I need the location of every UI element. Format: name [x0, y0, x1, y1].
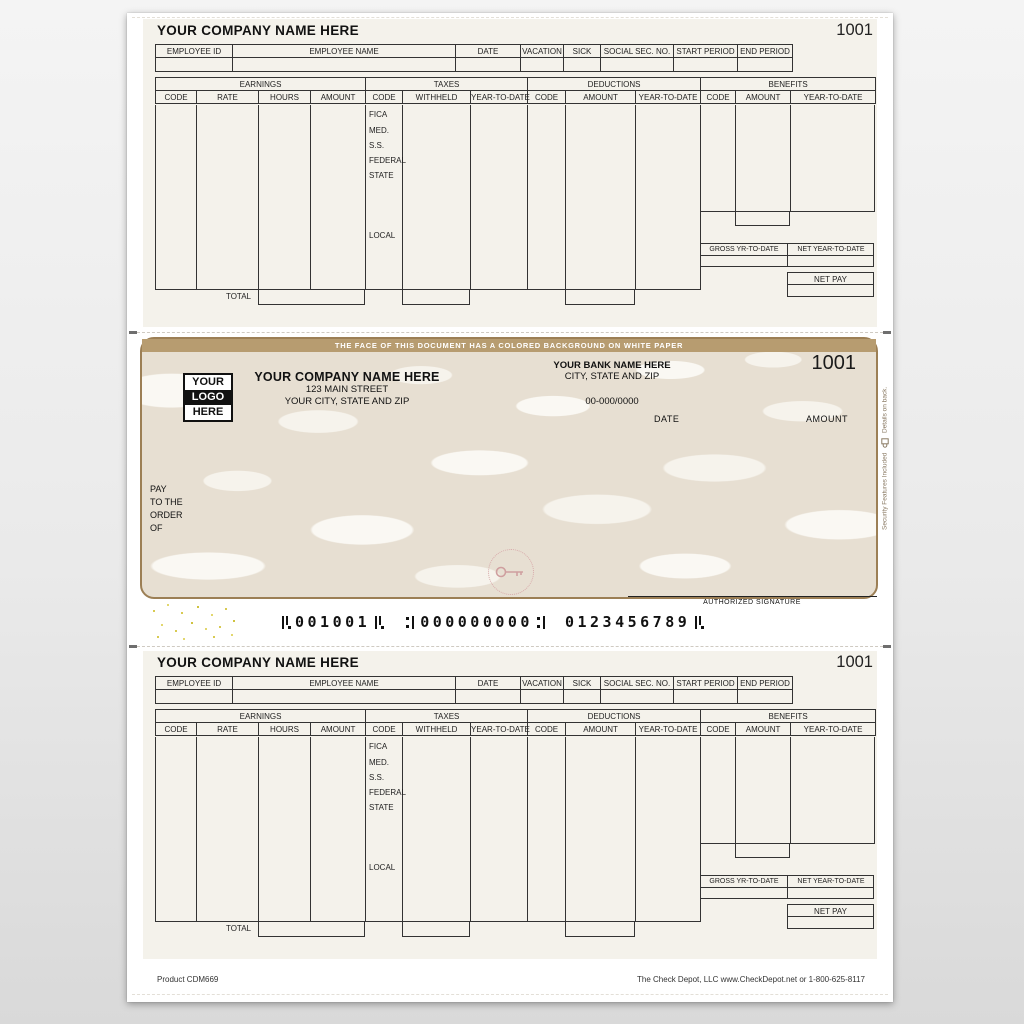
earnings-table-header: [155, 77, 876, 104]
section-header-row: [156, 78, 876, 91]
column-header-row: [156, 91, 876, 104]
col-code: CODE: [701, 723, 736, 736]
employee-info-table: [155, 44, 793, 72]
company-name: YOUR COMPANY NAME HERE: [254, 370, 440, 384]
header-sick: SICK: [564, 45, 601, 58]
section-taxes: TAXES: [366, 78, 528, 91]
tax-code-federal: FEDERAL: [369, 156, 406, 165]
grid-line: [402, 105, 403, 289]
ytd-summary-box: [700, 875, 874, 899]
section-earnings: EARNINGS: [156, 710, 366, 723]
check-face: [140, 337, 878, 606]
net-pay-box: [787, 272, 874, 297]
grid-line: [635, 105, 636, 289]
pay-to-line: PAY: [150, 484, 167, 494]
company-address-block: [232, 370, 462, 408]
stub-body-grid: [155, 737, 875, 937]
perforation-line-upper: [132, 332, 888, 333]
stub-company-name: YOUR COMPANY NAME HERE: [157, 655, 359, 670]
taxes-total-box: [402, 289, 470, 305]
grid-line: [565, 737, 566, 921]
grid-line: [365, 737, 366, 921]
perforation-line-bottom: [132, 994, 888, 995]
col-code: CODE: [156, 91, 197, 104]
col-code: CODE: [156, 723, 197, 736]
net-ytd-label: NET YEAR-TO-DATE: [797, 246, 865, 253]
header-end-period: END PERIOD: [738, 45, 793, 58]
grid-line: [527, 737, 528, 921]
ytd-summary-box: [700, 243, 874, 267]
col-code: CODE: [366, 723, 403, 736]
bank-fraction-number: 00-000/0000: [585, 396, 639, 407]
header-vacation: VACATION: [522, 678, 562, 688]
deductions-total-box: [565, 921, 635, 937]
grid-line: [790, 105, 791, 211]
pay-to-line: TO THE: [150, 497, 183, 507]
employee-info-value-row: [156, 690, 793, 704]
key-icon: [495, 564, 527, 580]
col-amount: AMOUNT: [311, 91, 366, 104]
grid-line: [735, 105, 736, 211]
pay-to-the-order-of-label: [150, 483, 183, 535]
logo-line: YOUR: [192, 376, 224, 388]
col-code: CODE: [701, 91, 736, 104]
perforation-line-top: [132, 17, 888, 18]
date-label: DATE: [654, 414, 680, 424]
micr-routing-number: 000000000: [420, 613, 533, 631]
col-year-to-date: YEAR-TO-DATE: [636, 91, 701, 104]
employee-info-value-row: [156, 58, 793, 72]
col-year-to-date: YEAR-TO-DATE: [791, 723, 876, 736]
col-rate: RATE: [197, 723, 259, 736]
padlock-icon: [881, 438, 889, 448]
col-withheld: WITHHELD: [403, 91, 471, 104]
header-social-sec-no: SOCIAL SEC. NO.: [601, 45, 674, 58]
value-cell: [156, 690, 233, 704]
section-deductions: DEDUCTIONS: [528, 78, 701, 91]
employee-info-header-row: [156, 677, 793, 690]
employee-info-header-row: [156, 45, 793, 58]
col-code: CODE: [528, 91, 566, 104]
col-year-to-date: YEAR-TO-DATE: [471, 724, 530, 734]
grid-line: [874, 105, 875, 211]
col-rate: RATE: [197, 91, 259, 104]
pay-stub-top: [143, 19, 877, 327]
net-pay-label: NET PAY: [814, 907, 847, 916]
grid-line: [258, 737, 259, 921]
total-label: TOTAL: [225, 924, 251, 933]
side-note-text: Details on back.: [881, 386, 889, 433]
col-code: CODE: [528, 723, 566, 736]
col-year-to-date: YEAR-TO-DATE: [791, 91, 876, 104]
micr-transit-symbol: [406, 616, 416, 629]
total-label: TOTAL: [225, 292, 251, 301]
tax-code-ss: S.S.: [369, 141, 385, 150]
col-year-to-date: YEAR-TO-DATE: [636, 723, 701, 736]
grid-line: [635, 737, 636, 921]
gross-ytd-label: GROSS YR-TO-DATE: [709, 246, 779, 253]
company-address1: 123 MAIN STREET: [305, 384, 389, 395]
header-employee-name: EMPLOYEE NAME: [233, 45, 456, 58]
tax-code-federal: FEDERAL: [369, 788, 406, 797]
net-pay-label: NET PAY: [814, 275, 847, 284]
pay-stub-bottom: [143, 651, 877, 959]
value-cell: [601, 690, 674, 704]
col-amount: AMOUNT: [736, 723, 791, 736]
header-date: DATE: [456, 677, 521, 690]
grid-line: [365, 105, 366, 289]
security-side-note: [879, 388, 891, 530]
grid-line: [310, 105, 311, 289]
bank-block: [537, 360, 687, 407]
value-cell: [738, 690, 793, 704]
header-employee-id: EMPLOYEE ID: [156, 45, 233, 58]
header-sick: SICK: [564, 677, 601, 690]
micr-on-us-symbol: [694, 616, 704, 629]
section-taxes: TAXES: [366, 710, 528, 723]
stub-body-grid: [155, 105, 875, 305]
company-address2: YOUR CITY, STATE AND ZIP: [284, 396, 410, 407]
section-earnings: EARNINGS: [156, 78, 366, 91]
value-cell: [564, 58, 601, 72]
column-header-row: [156, 723, 876, 736]
company-logo-placeholder: [183, 373, 233, 422]
col-amount: AMOUNT: [566, 723, 636, 736]
grid-line: [155, 105, 156, 289]
section-benefits: BENEFITS: [701, 78, 876, 91]
micr-on-us-symbol: [374, 616, 384, 629]
tax-code-fica: FICA: [369, 742, 388, 751]
header-vacation: VACATION: [522, 46, 562, 56]
micr-transit-symbol: [537, 616, 547, 629]
grid-line: [735, 737, 736, 843]
col-year-to-date: YEAR-TO-DATE: [471, 92, 530, 102]
col-code: CODE: [366, 91, 403, 104]
earnings-total-box: [258, 289, 365, 305]
col-amount: AMOUNT: [736, 91, 791, 104]
tax-code-med: MED.: [369, 126, 389, 135]
grid-line: [565, 105, 566, 289]
grid-line: [701, 887, 873, 888]
micr-on-us-symbol: [281, 616, 291, 629]
earnings-total-box: [258, 921, 365, 937]
product-code: Product CDM669: [157, 975, 219, 984]
net-pay-box: [787, 904, 874, 929]
grid-line: [258, 105, 259, 289]
col-hours: HOURS: [259, 723, 311, 736]
logo-line: HERE: [192, 406, 224, 418]
gross-ytd-label: GROSS YR-TO-DATE: [709, 878, 779, 885]
logo-line: LOGO: [185, 390, 231, 405]
security-banner: THE FACE OF THIS DOCUMENT HAS A COLORED BACKGROUND ON WHITE PAPER: [142, 339, 876, 352]
tax-code-state: STATE: [369, 171, 394, 180]
pay-to-line: ORDER: [150, 510, 183, 520]
col-hours: HOURS: [259, 91, 311, 104]
benefits-amount-box: [735, 211, 790, 226]
grid-line: [196, 737, 197, 921]
employee-info-table: [155, 676, 793, 704]
tax-code-local: LOCAL: [369, 863, 396, 872]
value-cell: [233, 58, 456, 72]
benefits-amount-box: [735, 843, 790, 858]
tax-code-local: LOCAL: [369, 231, 396, 240]
earnings-table-header: [155, 709, 876, 736]
amount-label: AMOUNT: [806, 414, 848, 424]
grid-line: [788, 916, 873, 917]
micr-account-number: 0123456789: [564, 613, 691, 631]
grid-line: [155, 737, 156, 921]
grid-line: [470, 737, 471, 921]
value-cell: [156, 58, 233, 72]
header-social-sec-no: SOCIAL SEC. NO.: [601, 677, 674, 690]
grid-line: [874, 737, 875, 843]
value-cell: [456, 690, 521, 704]
signature-line: [628, 596, 877, 597]
col-amount: AMOUNT: [311, 723, 366, 736]
pay-to-line: OF: [150, 523, 163, 533]
value-cell: [233, 690, 456, 704]
taxes-total-box: [402, 921, 470, 937]
header-employee-id: EMPLOYEE ID: [156, 677, 233, 690]
header-date: DATE: [456, 45, 521, 58]
grid-line: [196, 105, 197, 289]
value-cell: [674, 58, 738, 72]
check-form-sheet: [127, 13, 893, 1002]
section-header-row: [156, 710, 876, 723]
authorized-signature-label: AUTHORIZED SIGNATURE: [703, 599, 801, 606]
grid-line: [701, 255, 873, 256]
grid-line: [310, 737, 311, 921]
heat-sensitive-security-seal: [488, 549, 534, 595]
tax-code-med: MED.: [369, 758, 389, 767]
value-cell: [456, 58, 521, 72]
stub-check-number: 1001: [836, 21, 873, 39]
section-deductions: DEDUCTIONS: [528, 710, 701, 723]
side-note-text: Security Features Included: [881, 452, 889, 530]
col-amount: AMOUNT: [566, 91, 636, 104]
section-benefits: BENEFITS: [701, 710, 876, 723]
grid-line: [470, 105, 471, 289]
check-number: 1001: [811, 352, 856, 374]
deductions-total-box: [565, 289, 635, 305]
micr-line: [277, 611, 708, 633]
bank-name: YOUR BANK NAME HERE: [553, 360, 671, 371]
stub-check-number: 1001: [836, 653, 873, 671]
header-start-period: START PERIOD: [674, 45, 738, 58]
tax-code-ss: S.S.: [369, 773, 385, 782]
value-cell: [738, 58, 793, 72]
net-ytd-label: NET YEAR-TO-DATE: [797, 878, 865, 885]
value-cell: [601, 58, 674, 72]
value-cell: [521, 58, 564, 72]
value-cell: [674, 690, 738, 704]
header-start-period: START PERIOD: [674, 677, 738, 690]
perforation-line-lower: [132, 646, 888, 647]
tax-code-fica: FICA: [369, 110, 388, 119]
micr-check-number: 001001: [295, 613, 371, 631]
security-ink-flecks: [153, 602, 155, 604]
value-cell: [564, 690, 601, 704]
col-withheld: WITHHELD: [403, 723, 471, 736]
grid-line: [790, 737, 791, 843]
bank-address: CITY, STATE AND ZIP: [564, 371, 660, 382]
vendor-contact-info: The Check Depot, LLC www.CheckDepot.net or 1-800-625-8117: [637, 975, 865, 984]
grid-line: [402, 737, 403, 921]
stub-company-name: YOUR COMPANY NAME HERE: [157, 23, 359, 38]
header-employee-name: EMPLOYEE NAME: [233, 677, 456, 690]
value-cell: [521, 690, 564, 704]
header-end-period: END PERIOD: [738, 677, 793, 690]
tax-code-state: STATE: [369, 803, 394, 812]
grid-line: [788, 284, 873, 285]
grid-line: [527, 105, 528, 289]
